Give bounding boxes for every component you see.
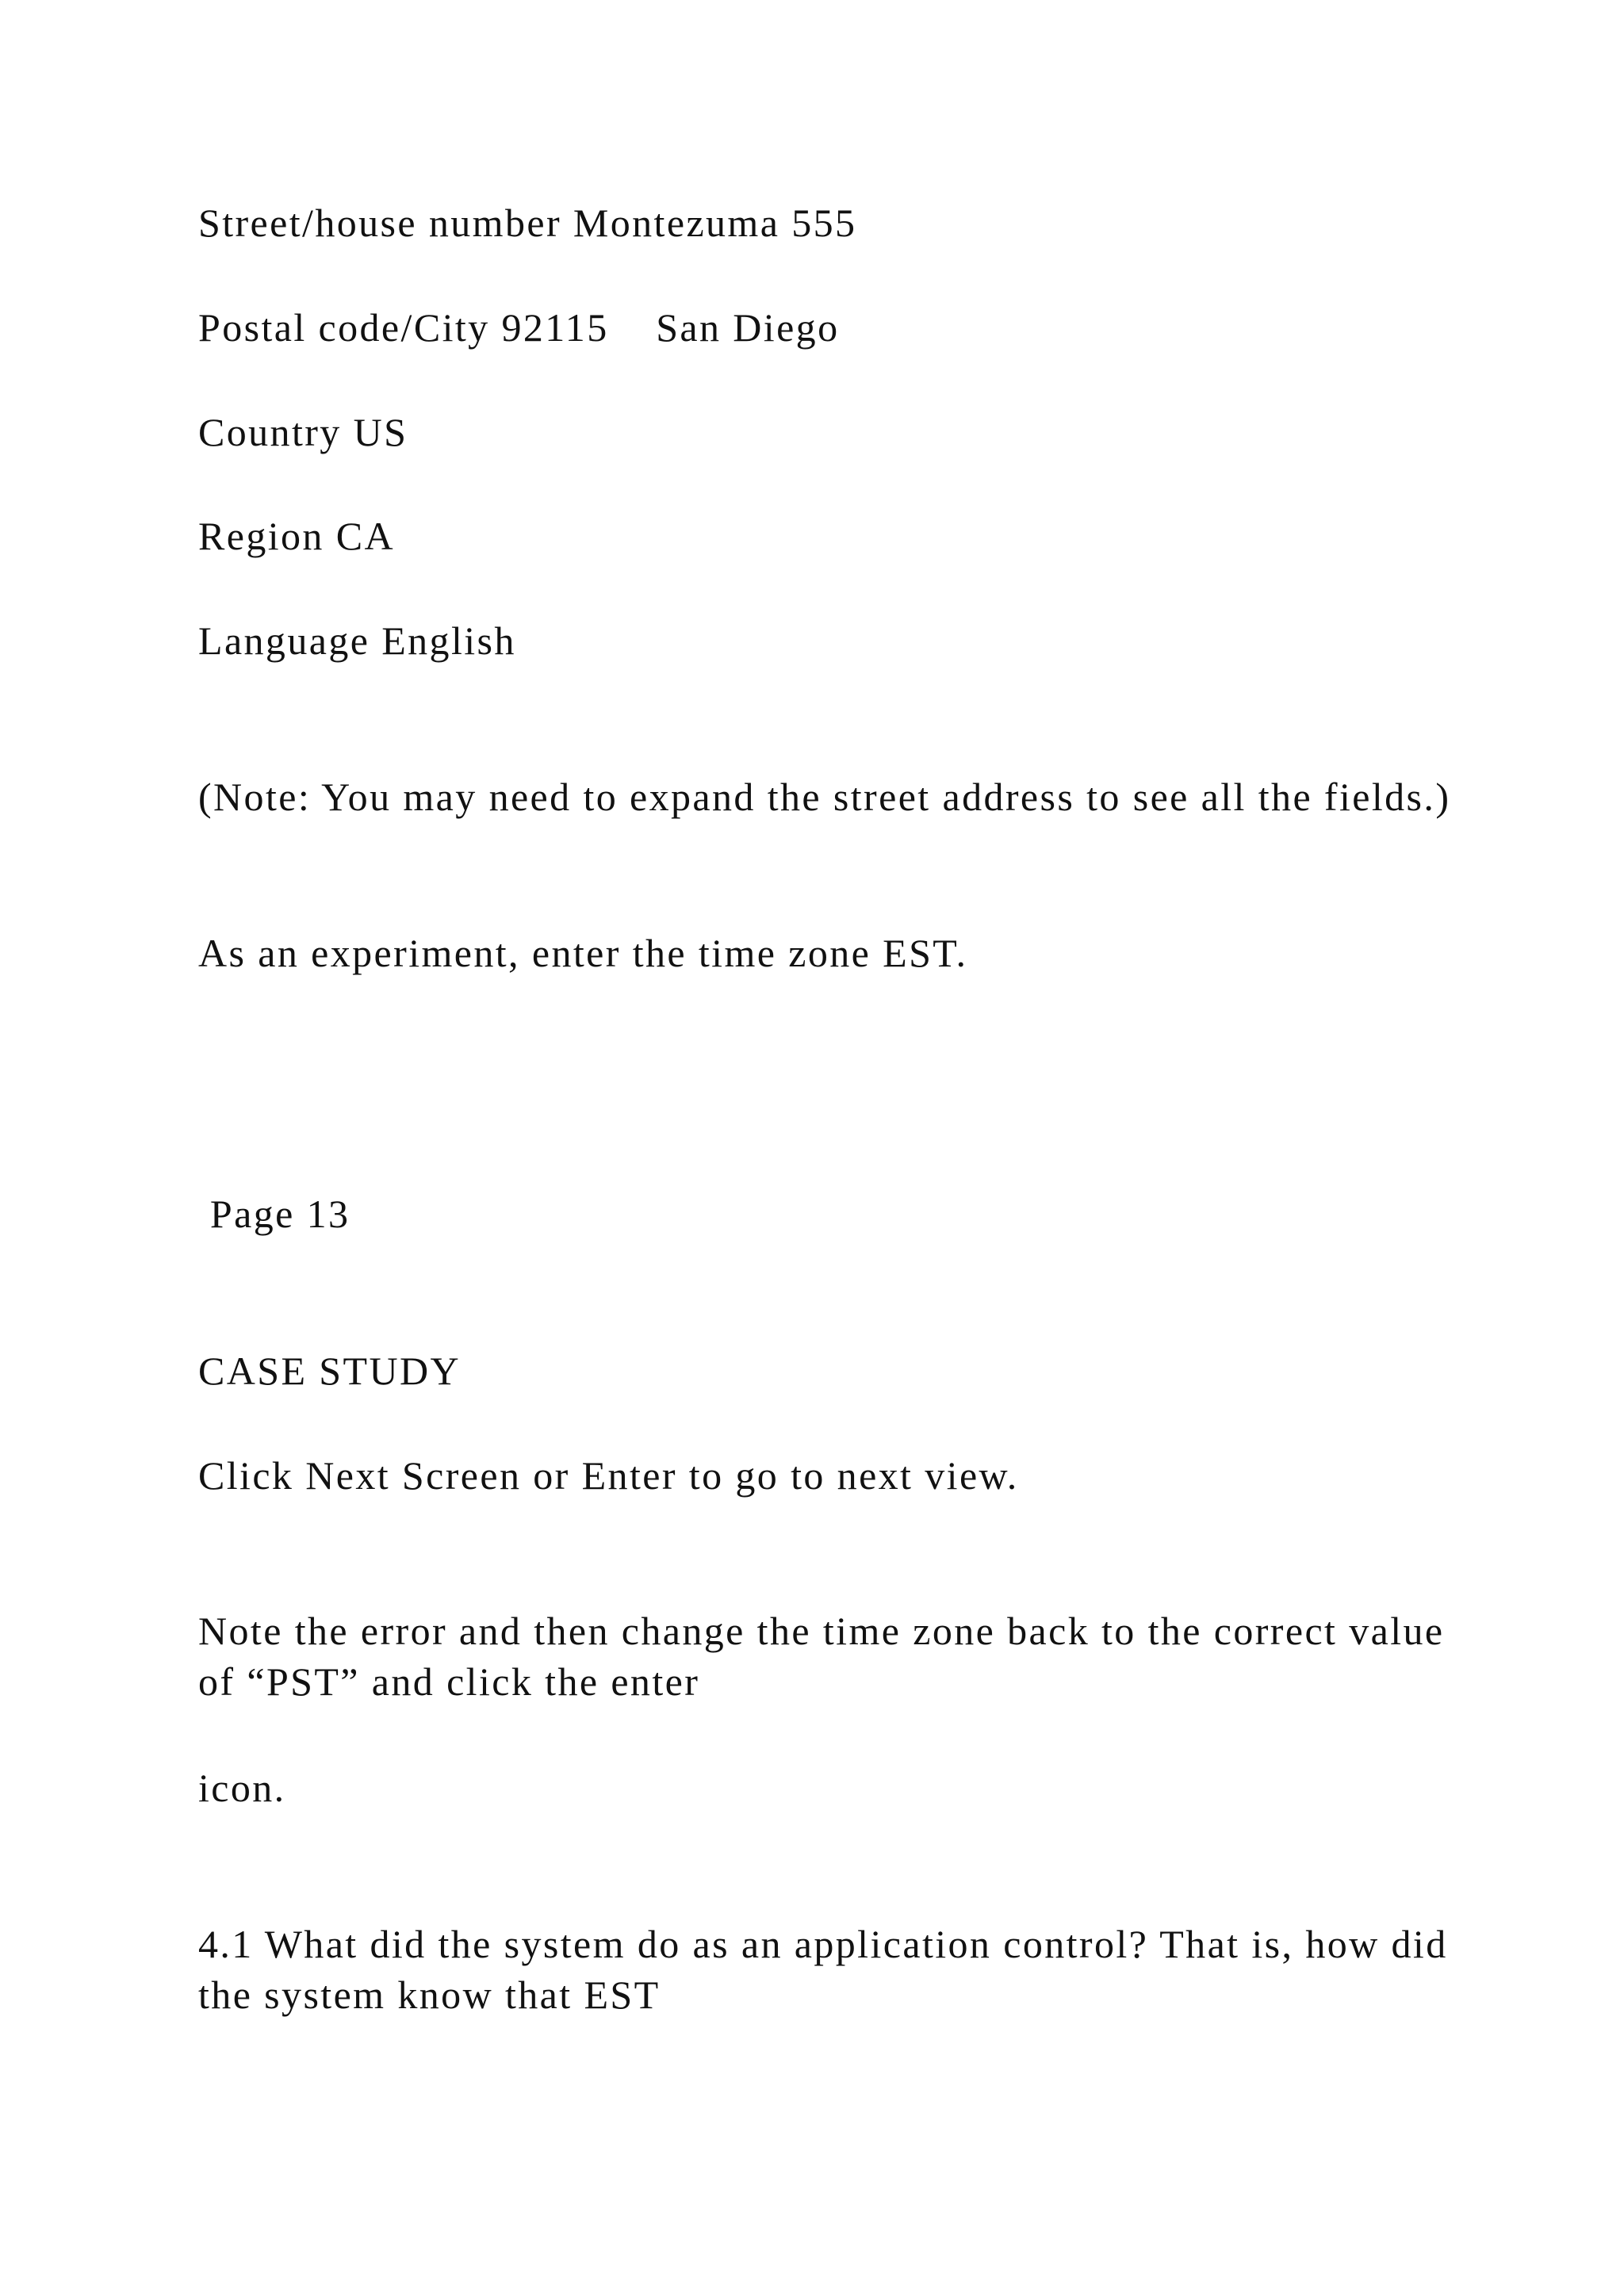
section-heading: CASE STUDY	[198, 1349, 461, 1393]
note-expand-address: (Note: You may need to expand the street address to see all the fields.)	[198, 775, 1451, 819]
postal-code-city-line: Postal code/City 92115 San Diego	[198, 305, 840, 350]
note-error-instruction: Note the error and then change the time zone back to the correct value of “PST” and click the enter	[198, 1609, 1445, 1704]
page-number: Page 13	[198, 1192, 350, 1236]
click-next-instruction: Click Next Screen or Enter to go to next view.	[198, 1453, 1019, 1498]
icon-word-line: icon.	[198, 1766, 286, 1810]
region-line: Region CA	[198, 514, 395, 558]
country-line: Country US	[198, 410, 408, 454]
language-line: Language English	[198, 618, 516, 663]
street-house-number-line: Street/house number Montezuma 555	[198, 201, 857, 245]
question-4-1: 4.1 What did the system do as an application control? That is, how did the system know that EST	[198, 1922, 1448, 2017]
experiment-instruction: As an experiment, enter the time zone EST.	[198, 931, 968, 975]
